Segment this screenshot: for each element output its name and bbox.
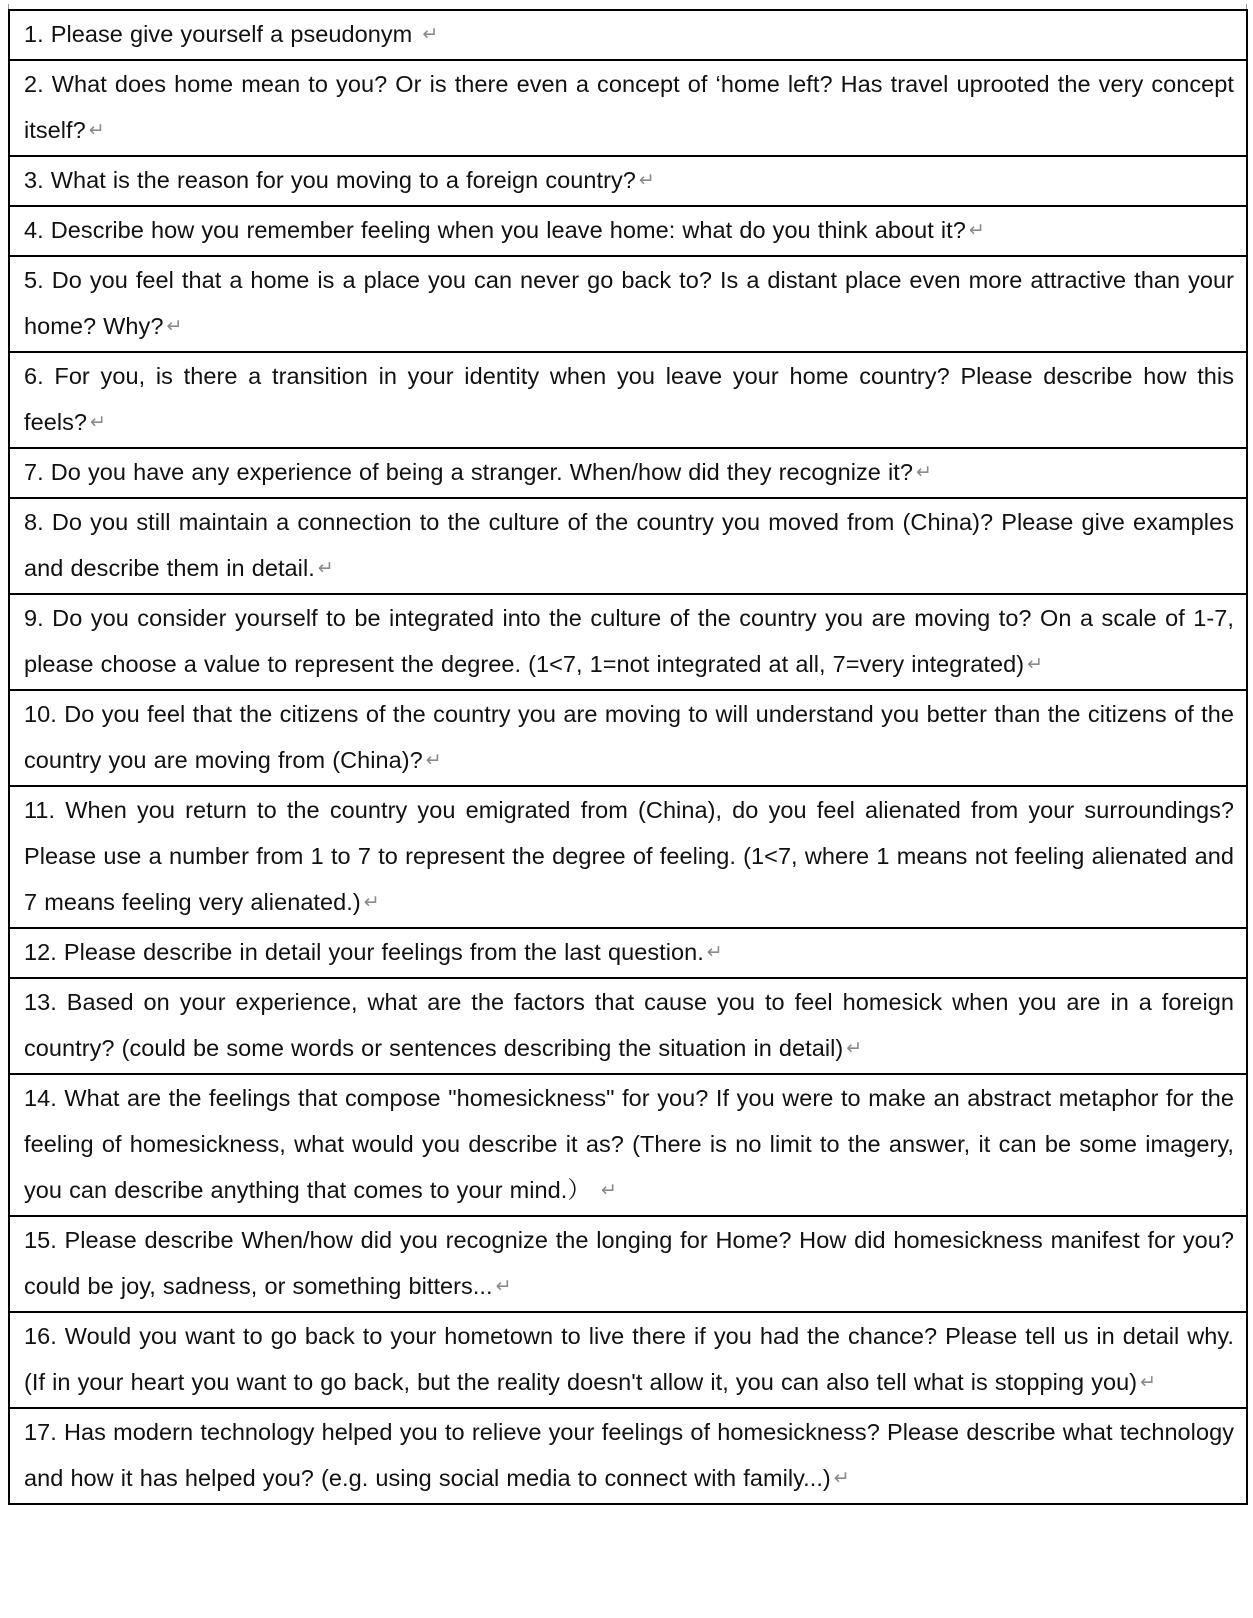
question-text: 15. Please describe When/how did you recognize the longing for Home? How did homesickness manifest for you? could be joy, sadness, or something bitters... xyxy=(24,1227,1234,1299)
table-row xyxy=(9,206,1247,256)
paragraph-mark-icon: ↵ xyxy=(833,1467,850,1489)
paragraph-mark-icon: ↵ xyxy=(1140,1371,1157,1393)
question-text: 16. Would you want to go back to your hometown to live there if you had the chance? Please tell us in detail why. (If in your heart you want to go back, but the reality doesn't allow it, you can also tell what is stopping you) xyxy=(24,1323,1234,1395)
question-cell xyxy=(9,1408,1247,1504)
table-row xyxy=(9,786,1247,928)
paragraph-mark-icon: ↵ xyxy=(317,557,334,579)
paragraph-mark-icon: ↵ xyxy=(425,749,442,771)
question-text: 3. What is the reason for you moving to a foreign country? xyxy=(24,167,636,193)
question-cell xyxy=(9,206,1247,256)
question-text: 17. Has modern technology helped you to relieve your feelings of homesickness? Please describe what technology and how it has helped you? (e.g. using social media to connect with family...) xyxy=(24,1419,1234,1491)
paragraph-mark-icon: ↵ xyxy=(422,23,439,45)
question-cell xyxy=(9,352,1247,448)
table-row xyxy=(9,256,1247,352)
question-cell xyxy=(9,594,1247,690)
question-text: 5. Do you feel that a home is a place you can never go back to? Is a distant place even more attractive than your home? Why? xyxy=(24,267,1234,339)
question-text: 10. Do you feel that the citizens of the country you are moving to will understand you better than the citizens of the country you are moving from (China)? xyxy=(24,701,1234,773)
table-row xyxy=(9,1312,1247,1408)
question-cell xyxy=(9,60,1247,156)
table-row xyxy=(9,1216,1247,1312)
question-text: 12. Please describe in detail your feelings from the last question. xyxy=(24,939,704,965)
paragraph-mark-icon: ↵ xyxy=(846,1037,863,1059)
question-text: 9. Do you consider yourself to be integrated into the culture of the country you are moving to? On a scale of 1-7, please choose a value to represent the degree. (1<7, 1=not integrated at all, 7=very integrated) xyxy=(24,605,1234,677)
question-cell xyxy=(9,156,1247,206)
paragraph-mark-icon: ↵ xyxy=(363,891,380,913)
paragraph-mark-icon: ↵ xyxy=(1027,653,1044,675)
table-row xyxy=(9,60,1247,156)
question-cell xyxy=(9,786,1247,928)
question-cell xyxy=(9,498,1247,594)
question-text: 4. Describe how you remember feeling when you leave home: what do you think about it? xyxy=(24,217,966,243)
question-text: 8. Do you still maintain a connection to the culture of the country you moved from (China)? Please give examples and describe them in detail. xyxy=(24,509,1234,581)
table-row xyxy=(9,594,1247,690)
table-row xyxy=(9,1408,1247,1504)
questionnaire-table xyxy=(8,9,1248,1505)
table-row xyxy=(9,498,1247,594)
paragraph-mark-icon: ↵ xyxy=(495,1275,512,1297)
table-row xyxy=(9,928,1247,978)
table-row xyxy=(9,1074,1247,1216)
table-row xyxy=(9,352,1247,448)
question-cell xyxy=(9,1312,1247,1408)
paragraph-mark-icon: ↵ xyxy=(90,411,106,433)
paragraph-mark-icon: ↵ xyxy=(601,1179,617,1201)
table-row xyxy=(9,448,1247,498)
question-cell xyxy=(9,928,1247,978)
table-row xyxy=(9,156,1247,206)
table-row xyxy=(9,690,1247,786)
paragraph-mark-icon: ↵ xyxy=(88,119,105,141)
question-text: 7. Do you have any experience of being a stranger. When/how did they recognize it? xyxy=(24,459,913,485)
question-cell xyxy=(9,10,1247,60)
question-cell xyxy=(9,256,1247,352)
question-cell xyxy=(9,1074,1247,1216)
question-text: 6. For you, is there a transition in your identity when you leave your home country? Please describe how this feels? xyxy=(24,363,1234,435)
paragraph-mark-icon: ↵ xyxy=(968,219,985,241)
question-text: 1. Please give yourself a pseudonym xyxy=(24,21,420,47)
table-row xyxy=(9,10,1247,60)
paragraph-mark-icon: ↵ xyxy=(166,315,183,337)
paragraph-mark-icon: ↵ xyxy=(638,169,655,191)
paragraph-mark-icon: ↵ xyxy=(915,461,932,483)
question-text: 2. What does home mean to you? Or is there even a concept of ‘home left? Has travel uprooted the very concept itself? xyxy=(24,71,1234,143)
question-cell xyxy=(9,978,1247,1074)
table-row xyxy=(9,978,1247,1074)
paragraph-mark-icon: ↵ xyxy=(706,941,723,963)
question-text: 14. What are the feelings that compose "homesickness" for you? If you were to make an abstract metaphor for the feeling of homesickness, what would you describe it as? (There is no limit to the answer, it can be some imagery, you can describe anything that comes to your mind.） xyxy=(24,1085,1234,1203)
question-cell xyxy=(9,1216,1247,1312)
question-cell xyxy=(9,448,1247,498)
question-text: 13. Based on your experience, what are the factors that cause you to feel homesick when you are in a foreign country? (could be some words or sentences describing the situation in detail) xyxy=(24,989,1234,1061)
question-text: 11. When you return to the country you emigrated from (China), do you feel alienated from your surroundings? Please use a number from 1 to 7 to represent the degree of feeling. (1<7, where 1 means not feeling alienated and 7 means feeling very alienated.) xyxy=(24,797,1234,915)
question-cell xyxy=(9,690,1247,786)
